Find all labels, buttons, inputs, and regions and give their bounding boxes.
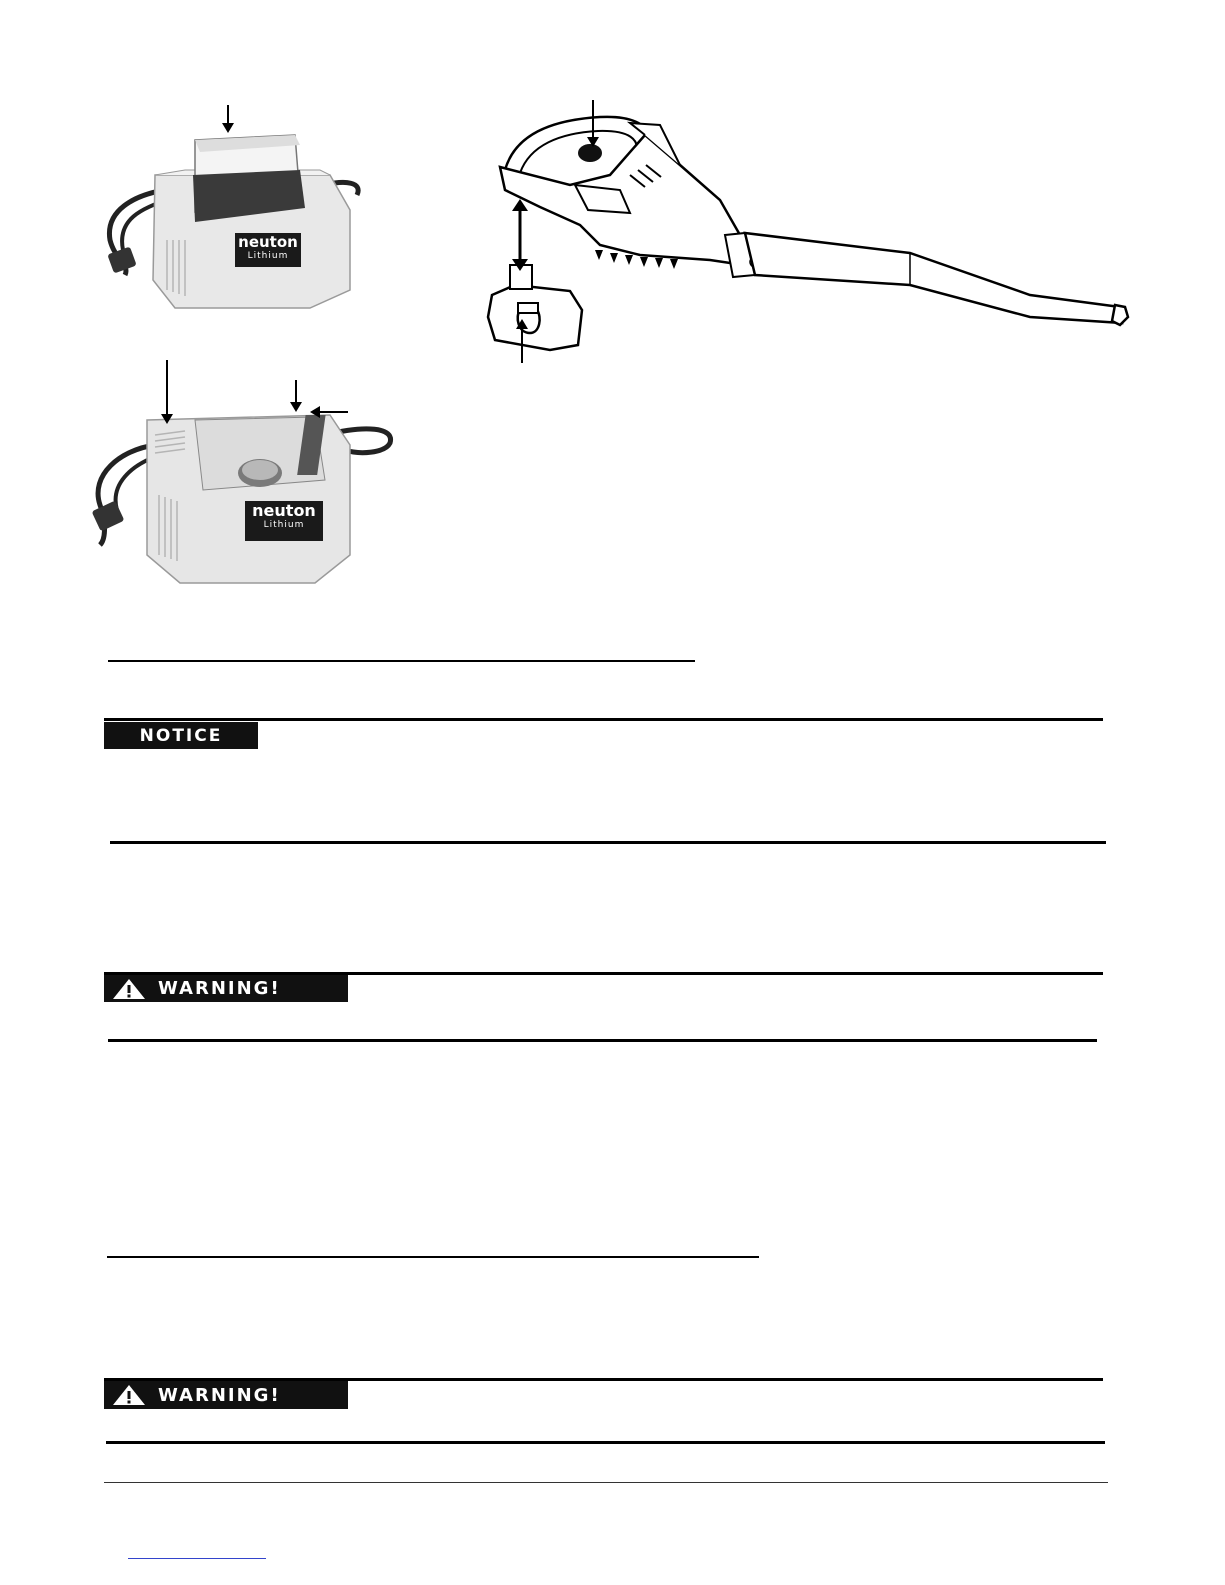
callout-arrow-battery — [220, 105, 236, 135]
callout-arrow-indicator — [288, 380, 304, 414]
figure-charger-empty — [85, 405, 410, 595]
charger-brand-label — [245, 501, 323, 541]
notice-label — [104, 722, 258, 749]
notice-label-text: NOTICE — [139, 725, 223, 746]
warning-1-bottom-rule — [108, 1039, 1097, 1042]
brand-name: neuton — [252, 501, 316, 520]
warning-2-label — [104, 1381, 348, 1409]
charger-brand-label — [235, 233, 301, 267]
notice-top-rule — [104, 718, 1103, 721]
section-rule-2 — [107, 1256, 759, 1258]
notice-bottom-rule — [110, 841, 1106, 844]
warning-1-label — [104, 975, 348, 1002]
warning-2-bottom-rule — [106, 1441, 1105, 1444]
section-rule-1 — [108, 660, 695, 662]
warning-2-label-text: WARNING! — [158, 1384, 281, 1406]
brand-sub: Lithium — [263, 520, 305, 530]
brand-sub: Lithium — [247, 251, 289, 261]
charger-with-battery-illustration — [95, 100, 395, 315]
warning-triangle-icon — [112, 978, 146, 1000]
warning-1-label-text: WARNING! — [158, 978, 281, 999]
charger-empty-illustration — [85, 405, 410, 595]
callout-arrow-vents — [159, 360, 175, 426]
brand-name: neuton — [238, 233, 298, 251]
figure-blower-battery — [470, 95, 1150, 370]
footer-rule — [104, 1482, 1108, 1483]
footer-link-underline[interactable] — [128, 1558, 266, 1559]
figure-charger-with-battery — [95, 100, 395, 315]
callout-arrow-light — [308, 404, 348, 420]
warning-triangle-icon — [112, 1384, 146, 1406]
